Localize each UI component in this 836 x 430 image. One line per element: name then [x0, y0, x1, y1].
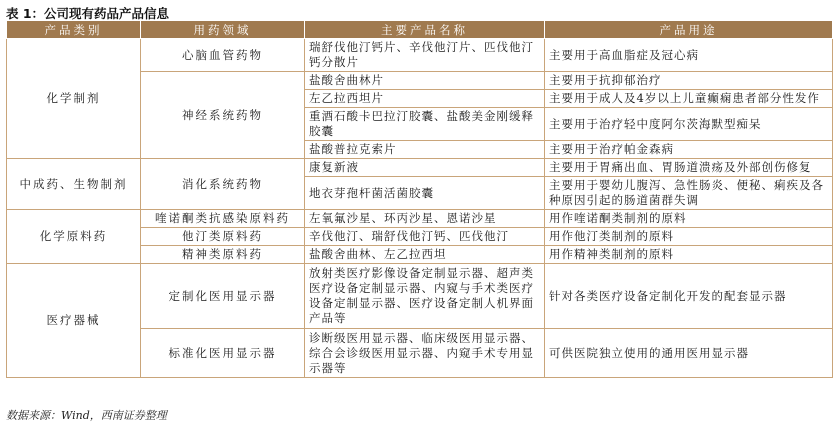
field-cell: 心脑血管药物	[141, 39, 305, 72]
field-cell: 标准化医用显示器	[141, 329, 305, 378]
product-cell: 盐酸舍曲林、左乙拉西坦	[305, 246, 545, 264]
use-cell: 主要用于治疗帕金森病	[545, 141, 833, 159]
table-row	[7, 39, 833, 72]
product-cell: 左乙拉西坦片	[305, 90, 545, 108]
product-cell: 瑞舒伐他汀钙片、辛伐他汀片、匹伐他汀钙分散片	[305, 39, 545, 72]
field-cell: 神经系统药物	[141, 72, 305, 159]
field-cell: 他汀类原料药	[141, 228, 305, 246]
table-row	[7, 210, 833, 228]
use-cell: 主要用于抗抑郁治疗	[545, 72, 833, 90]
use-cell: 可供医院独立使用的通用医用显示器	[545, 329, 833, 378]
product-cell: 重酒石酸卡巴拉汀胶囊、盐酸美金刚缓释胶囊	[305, 108, 545, 141]
table-body	[7, 39, 833, 378]
header-field: 用药领域	[141, 21, 305, 39]
product-cell: 盐酸普拉克索片	[305, 141, 545, 159]
product-table	[6, 20, 833, 378]
product-cell: 诊断级医用显示器、临床级医用显示器、综合会诊级医用显示器、内窥手术专用显示器等	[305, 329, 545, 378]
source-note: 数据来源：Wind，西南证券整理	[6, 409, 167, 422]
product-cell: 盐酸舍曲林片	[305, 72, 545, 90]
use-cell: 针对各类医疗设备定制化开发的配套显示器	[545, 264, 833, 329]
use-cell: 用作喹诺酮类制剂的原料	[545, 210, 833, 228]
product-cell: 左氧氟沙星、环丙沙星、恩诺沙星	[305, 210, 545, 228]
header-row	[7, 21, 833, 39]
use-cell: 主要用于胃痛出血、胃肠道溃疡及外部创伤修复	[545, 159, 833, 177]
field-cell: 定制化医用显示器	[141, 264, 305, 329]
header-use: 产品用途	[545, 21, 833, 39]
product-cell: 辛伐他汀、瑞舒伐他汀钙、匹伐他汀	[305, 228, 545, 246]
header-category: 产品类别	[7, 21, 141, 39]
field-cell: 喹诺酮类抗感染原料药	[141, 210, 305, 228]
use-cell: 用作他汀类制剂的原料	[545, 228, 833, 246]
use-cell: 主要用于治疗轻中度阿尔茨海默型痴呆	[545, 108, 833, 141]
use-cell: 主要用于高血脂症及冠心病	[545, 39, 833, 72]
category-cell: 医疗器械	[7, 264, 141, 378]
category-cell: 化学制剂	[7, 39, 141, 159]
product-cell: 放射类医疗影像设备定制显示器、超声类医疗设备定制显示器、内窥与手术类医疗设备定制显示器、医疗设备定制人机界面产品等	[305, 264, 545, 329]
use-cell: 用作精神类制剂的原料	[545, 246, 833, 264]
field-cell: 消化系统药物	[141, 159, 305, 210]
product-cell: 地衣芽孢杆菌活菌胶囊	[305, 177, 545, 210]
product-cell: 康复新液	[305, 159, 545, 177]
field-cell: 精神类原料药	[141, 246, 305, 264]
use-cell: 主要用于成人及4岁以上儿童癫痫患者部分性发作	[545, 90, 833, 108]
category-cell: 化学原料药	[7, 210, 141, 264]
table-row	[7, 264, 833, 329]
table-row	[7, 159, 833, 177]
category-cell: 中成药、生物制剂	[7, 159, 141, 210]
use-cell: 主要用于婴幼儿腹泻、急性肠炎、便秘、痢疾及各种原因引起的肠道菌群失调	[545, 177, 833, 210]
table-caption: 表 1：公司现有药品产品信息	[6, 6, 170, 21]
header-product: 主要产品名称	[305, 21, 545, 39]
